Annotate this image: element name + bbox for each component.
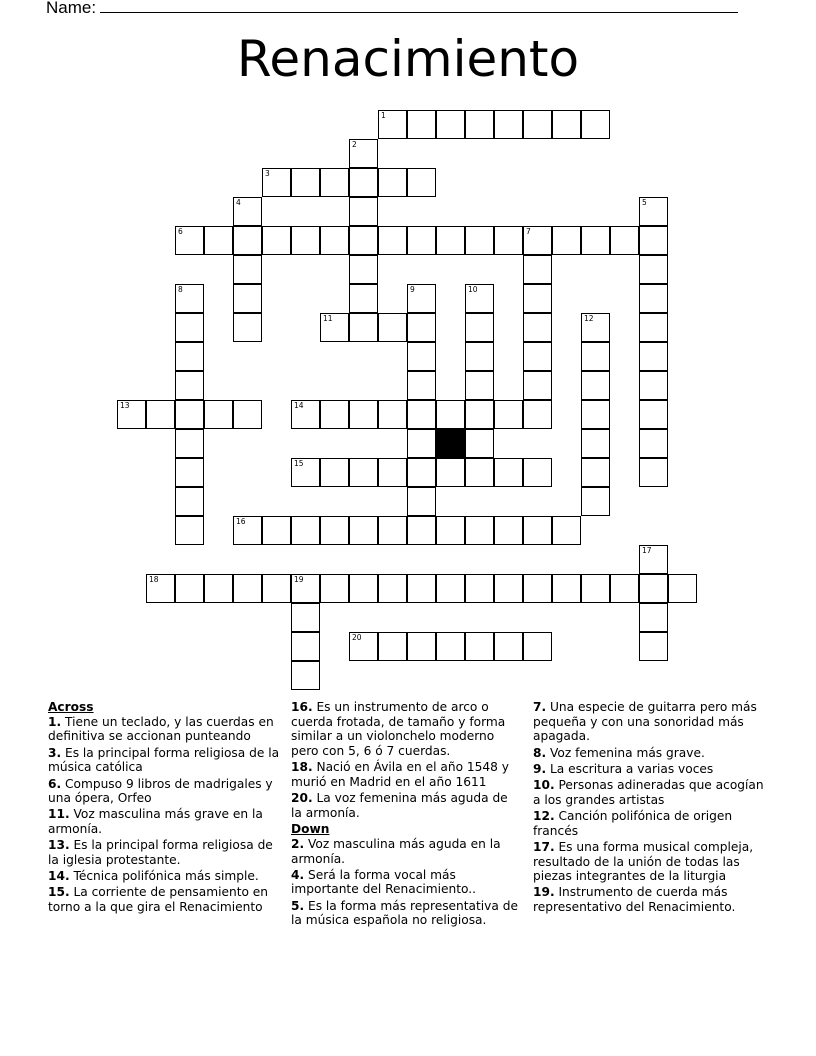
grid-cell[interactable] (233, 313, 262, 342)
clue-number: 4. (291, 867, 305, 882)
clue-text: Una especie de guitarra pero más pequeña y con una sonoridad más apagada. (533, 700, 757, 744)
clues-column-1 (48, 700, 284, 916)
grid-cell[interactable] (552, 516, 581, 545)
grid-cell[interactable] (610, 226, 639, 255)
clue-item (291, 868, 519, 897)
grid-cell[interactable] (552, 226, 581, 255)
grid-cell[interactable] (262, 168, 291, 197)
grid-cell[interactable] (494, 458, 523, 487)
cell-number: 2 (352, 140, 357, 149)
clue-text: Nació en Ávila en el año 1548 y murió en Madrid en el año 1611 (291, 760, 509, 790)
grid-cell[interactable] (639, 400, 668, 429)
clue-item (533, 778, 769, 807)
grid-cell[interactable] (378, 632, 407, 661)
clue-item (291, 837, 519, 866)
clue-number: 18. (291, 760, 313, 775)
across-clue-list-continued (291, 700, 519, 821)
grid-cell[interactable] (436, 226, 465, 255)
grid-cell[interactable] (204, 400, 233, 429)
clue-item (291, 760, 519, 789)
grid-cell[interactable] (639, 342, 668, 371)
clue-item (48, 838, 284, 867)
grid-cell[interactable] (494, 226, 523, 255)
clue-text: Canción polifónica de origen francés (533, 808, 733, 838)
grid-cell[interactable] (552, 110, 581, 139)
grid-cell[interactable] (175, 574, 204, 603)
grid-cell[interactable] (291, 516, 320, 545)
clue-number: 20. (291, 791, 313, 806)
grid-cell[interactable] (465, 429, 494, 458)
grid-cell[interactable] (291, 574, 320, 603)
grid-cell[interactable] (639, 574, 668, 603)
grid-cell[interactable] (204, 574, 233, 603)
grid-cell[interactable] (233, 255, 262, 284)
cell-number: 11 (323, 314, 333, 323)
grid-cell[interactable] (320, 516, 349, 545)
clue-number: 8. (533, 745, 547, 760)
grid-cell[interactable] (407, 632, 436, 661)
clues-column-3 (533, 700, 769, 916)
grid-cell[interactable] (494, 632, 523, 661)
clue-number: 3. (48, 745, 62, 760)
grid-cell[interactable] (407, 342, 436, 371)
grid-cell[interactable] (407, 226, 436, 255)
grid-cell[interactable] (233, 226, 262, 255)
grid-cell[interactable] (523, 371, 552, 400)
clue-number: 1. (48, 714, 62, 729)
grid-cell[interactable] (320, 226, 349, 255)
grid-cell[interactable] (639, 429, 668, 458)
cell-number: 7 (526, 227, 531, 236)
grid-cell[interactable] (262, 516, 291, 545)
grid-cell[interactable] (233, 400, 262, 429)
grid-cell[interactable] (465, 516, 494, 545)
clue-item (48, 885, 284, 914)
grid-cell[interactable] (581, 342, 610, 371)
grid-cell[interactable] (262, 226, 291, 255)
grid-cell[interactable] (291, 661, 320, 690)
grid-cell[interactable] (407, 371, 436, 400)
grid-cell[interactable] (349, 168, 378, 197)
grid-cell[interactable] (349, 313, 378, 342)
grid-cell[interactable] (523, 632, 552, 661)
grid-cell[interactable] (581, 458, 610, 487)
grid-cell[interactable] (378, 458, 407, 487)
clue-item (291, 700, 519, 759)
grid-cell[interactable] (117, 400, 146, 429)
cell-number: 14 (294, 401, 304, 410)
grid-cell[interactable] (233, 284, 262, 313)
clue-text: Voz masculina más aguda en la armonía. (291, 836, 501, 866)
clue-number: 6. (48, 776, 62, 791)
cell-number: 8 (178, 285, 183, 294)
grid-cell[interactable] (610, 574, 639, 603)
grid-cell[interactable] (291, 603, 320, 632)
grid-cell[interactable] (639, 226, 668, 255)
down-heading: Down (291, 822, 330, 837)
grid-cell[interactable] (175, 487, 204, 516)
clue-number: 19. (533, 885, 555, 900)
down-clue-list-continued (533, 700, 769, 915)
grid-cell[interactable] (639, 603, 668, 632)
grid-cell[interactable] (262, 574, 291, 603)
cell-number: 13 (120, 401, 130, 410)
clue-number: 16. (291, 700, 313, 714)
clue-text: Es una forma musical compleja, resultado de la unión de todas las piezas integrantes de la liturgia (533, 839, 754, 884)
grid-cell[interactable] (175, 226, 204, 255)
grid-cell[interactable] (291, 168, 320, 197)
cell-number: 20 (352, 633, 362, 642)
grid-cell[interactable] (494, 516, 523, 545)
page-title: Renacimiento (236, 30, 580, 88)
grid-cell[interactable] (378, 313, 407, 342)
grid-cell[interactable] (436, 574, 465, 603)
grid-cell[interactable] (291, 400, 320, 429)
grid-cell[interactable] (639, 197, 668, 226)
grid-cell[interactable] (233, 574, 262, 603)
clue-item (533, 746, 769, 761)
grid-cell[interactable] (349, 255, 378, 284)
grid-cell[interactable] (465, 342, 494, 371)
clue-item (533, 700, 769, 744)
cell-number: 6 (178, 227, 183, 236)
clue-item (48, 869, 284, 884)
clue-text: Personas adineradas que acogían a los grandes artistas (533, 778, 764, 807)
grid-cell[interactable] (639, 632, 668, 661)
grid-cell[interactable] (523, 516, 552, 545)
grid-cell[interactable] (175, 313, 204, 342)
clue-item (533, 840, 769, 884)
grid-cell[interactable] (320, 400, 349, 429)
clue-number: 12. (533, 808, 555, 823)
grid-cell[interactable] (465, 110, 494, 139)
grid-cell[interactable] (639, 313, 668, 342)
grid-cell[interactable] (523, 110, 552, 139)
grid-cell[interactable] (436, 516, 465, 545)
clue-text: Será la forma vocal más importante del Renacimiento.. (291, 867, 477, 897)
grid-cell[interactable] (407, 110, 436, 139)
grid-cell[interactable] (639, 371, 668, 400)
grid-cell[interactable] (291, 458, 320, 487)
grid-cell[interactable] (146, 574, 175, 603)
grid-cell[interactable] (581, 429, 610, 458)
grid-cell[interactable] (146, 400, 175, 429)
clues-column-2 (291, 700, 519, 930)
clue-item (291, 899, 519, 928)
grid-cell[interactable] (494, 110, 523, 139)
clue-item (48, 807, 284, 836)
cell-number: 3 (265, 169, 270, 178)
clue-number: 10. (533, 778, 555, 793)
clue-text: Voz femenina más grave. (546, 745, 705, 760)
grid-block (436, 429, 465, 458)
grid-cell[interactable] (581, 313, 610, 342)
cell-number: 10 (468, 285, 478, 294)
grid-cell[interactable] (494, 400, 523, 429)
grid-cell[interactable] (436, 458, 465, 487)
grid-cell[interactable] (175, 429, 204, 458)
grid-cell[interactable] (639, 545, 668, 574)
clue-text: La escritura a varias voces (546, 761, 714, 776)
cell-number: 15 (294, 459, 304, 468)
grid-cell[interactable] (233, 197, 262, 226)
clue-number: 9. (533, 761, 547, 776)
grid-cell[interactable] (175, 516, 204, 545)
grid-cell[interactable] (581, 574, 610, 603)
grid-cell[interactable] (320, 458, 349, 487)
grid-cell[interactable] (175, 342, 204, 371)
clue-number: 5. (291, 898, 305, 913)
grid-cell[interactable] (581, 110, 610, 139)
cell-number: 18 (149, 575, 159, 584)
clue-text: Es la principal forma religiosa de la música católica (48, 745, 280, 775)
cell-number: 4 (236, 198, 241, 207)
grid-cell[interactable] (349, 516, 378, 545)
clue-item (291, 791, 519, 820)
grid-cell[interactable] (349, 226, 378, 255)
grid-cell[interactable] (465, 632, 494, 661)
grid-cell[interactable] (581, 371, 610, 400)
grid-cell[interactable] (349, 632, 378, 661)
clue-item (48, 777, 284, 806)
grid-cell[interactable] (175, 371, 204, 400)
grid-cell[interactable] (378, 168, 407, 197)
grid-cell[interactable] (436, 632, 465, 661)
grid-cell[interactable] (523, 342, 552, 371)
cell-number: 19 (294, 575, 304, 584)
clue-number: 2. (291, 836, 305, 851)
clue-text: La corriente de pensamiento en torno a la que gira el Renacimiento (48, 885, 269, 915)
grid-cell[interactable] (175, 400, 204, 429)
clue-number: 17. (533, 839, 555, 854)
grid-cell[interactable] (465, 226, 494, 255)
grid-cell[interactable] (175, 284, 204, 313)
grid-cell[interactable] (407, 313, 436, 342)
grid-cell[interactable] (349, 574, 378, 603)
clue-text: Es la forma más representativa de la música española no religiosa. (291, 898, 518, 928)
grid-cell[interactable] (407, 516, 436, 545)
grid-cell[interactable] (378, 226, 407, 255)
grid-cell[interactable] (407, 487, 436, 516)
grid-cell[interactable] (291, 632, 320, 661)
grid-cell[interactable] (523, 284, 552, 313)
grid-cell[interactable] (581, 487, 610, 516)
clue-text: Instrumento de cuerda más representativo del Renacimiento. (533, 885, 736, 915)
grid-cell[interactable] (465, 574, 494, 603)
grid-cell[interactable] (639, 255, 668, 284)
grid-cell[interactable] (494, 574, 523, 603)
grid-cell[interactable] (378, 574, 407, 603)
name-label: Name: (46, 0, 97, 17)
grid-cell[interactable] (465, 400, 494, 429)
grid-cell[interactable] (639, 284, 668, 313)
clue-item (48, 746, 284, 775)
clue-text: La voz femenina más aguda de la armonía. (291, 791, 508, 820)
grid-cell[interactable] (581, 226, 610, 255)
clue-number: 11. (48, 807, 70, 822)
cell-number: 5 (642, 198, 647, 207)
grid-cell[interactable] (407, 284, 436, 313)
grid-cell[interactable] (407, 458, 436, 487)
cell-number: 16 (236, 517, 246, 526)
clue-number: 14. (48, 869, 70, 884)
grid-cell[interactable] (349, 139, 378, 168)
across-clue-list (48, 715, 284, 915)
grid-cell[interactable] (523, 400, 552, 429)
cell-number: 1 (381, 111, 386, 120)
clue-item (48, 715, 284, 744)
grid-cell[interactable] (349, 197, 378, 226)
grid-cell[interactable] (523, 255, 552, 284)
grid-cell[interactable] (465, 284, 494, 313)
grid-cell[interactable] (320, 168, 349, 197)
clue-text: Voz masculina más grave en la armonía. (48, 807, 263, 837)
grid-cell[interactable] (320, 313, 349, 342)
clue-item (533, 809, 769, 838)
cell-number: 17 (642, 546, 652, 555)
grid-cell[interactable] (320, 574, 349, 603)
clue-number: 15. (48, 885, 70, 900)
grid-cell[interactable] (639, 458, 668, 487)
clue-text: Técnica polifónica más simple. (69, 869, 259, 884)
grid-cell[interactable] (175, 458, 204, 487)
cell-number: 12 (584, 314, 594, 323)
clue-text: Compuso 9 libros de madrigales y una ópera, Orfeo (48, 776, 273, 806)
grid-cell[interactable] (233, 516, 262, 545)
grid-cell[interactable] (204, 226, 233, 255)
clue-number: 13. (48, 838, 70, 853)
grid-cell[interactable] (349, 458, 378, 487)
grid-cell[interactable] (523, 226, 552, 255)
grid-cell[interactable] (378, 516, 407, 545)
clue-number: 7. (533, 700, 547, 714)
grid-cell[interactable] (523, 574, 552, 603)
grid-cell[interactable] (465, 371, 494, 400)
across-heading: Across (48, 700, 94, 714)
grid-cell[interactable] (436, 400, 465, 429)
grid-cell[interactable] (407, 429, 436, 458)
grid-cell[interactable] (291, 226, 320, 255)
grid-cell[interactable] (523, 313, 552, 342)
grid-cell[interactable] (407, 574, 436, 603)
down-clue-list (291, 837, 519, 928)
grid-cell[interactable] (581, 400, 610, 429)
grid-cell[interactable] (465, 313, 494, 342)
clue-item (533, 885, 769, 914)
grid-cell[interactable] (552, 574, 581, 603)
grid-cell[interactable] (407, 400, 436, 429)
grid-cell[interactable] (378, 400, 407, 429)
grid-cell[interactable] (349, 284, 378, 313)
clue-item (533, 762, 769, 777)
grid-cell[interactable] (378, 110, 407, 139)
grid-cell[interactable] (349, 400, 378, 429)
clue-text: Tiene un teclado, y las cuerdas en definitiva se accionan punteando (48, 714, 274, 744)
cell-number: 9 (410, 285, 415, 294)
clue-text: Es un instrumento de arco o cuerda frotada, de tamaño y forma similar a un violonchelo moderno pero con 5, 6 ó 7 cuerdas. (291, 700, 506, 759)
grid-cell[interactable] (436, 110, 465, 139)
clue-text: Es la principal forma religiosa de la iglesia protestante. (48, 838, 273, 868)
grid-cell[interactable] (407, 168, 436, 197)
grid-cell[interactable] (465, 458, 494, 487)
grid-cell[interactable] (523, 458, 552, 487)
grid-cell[interactable] (668, 574, 697, 603)
